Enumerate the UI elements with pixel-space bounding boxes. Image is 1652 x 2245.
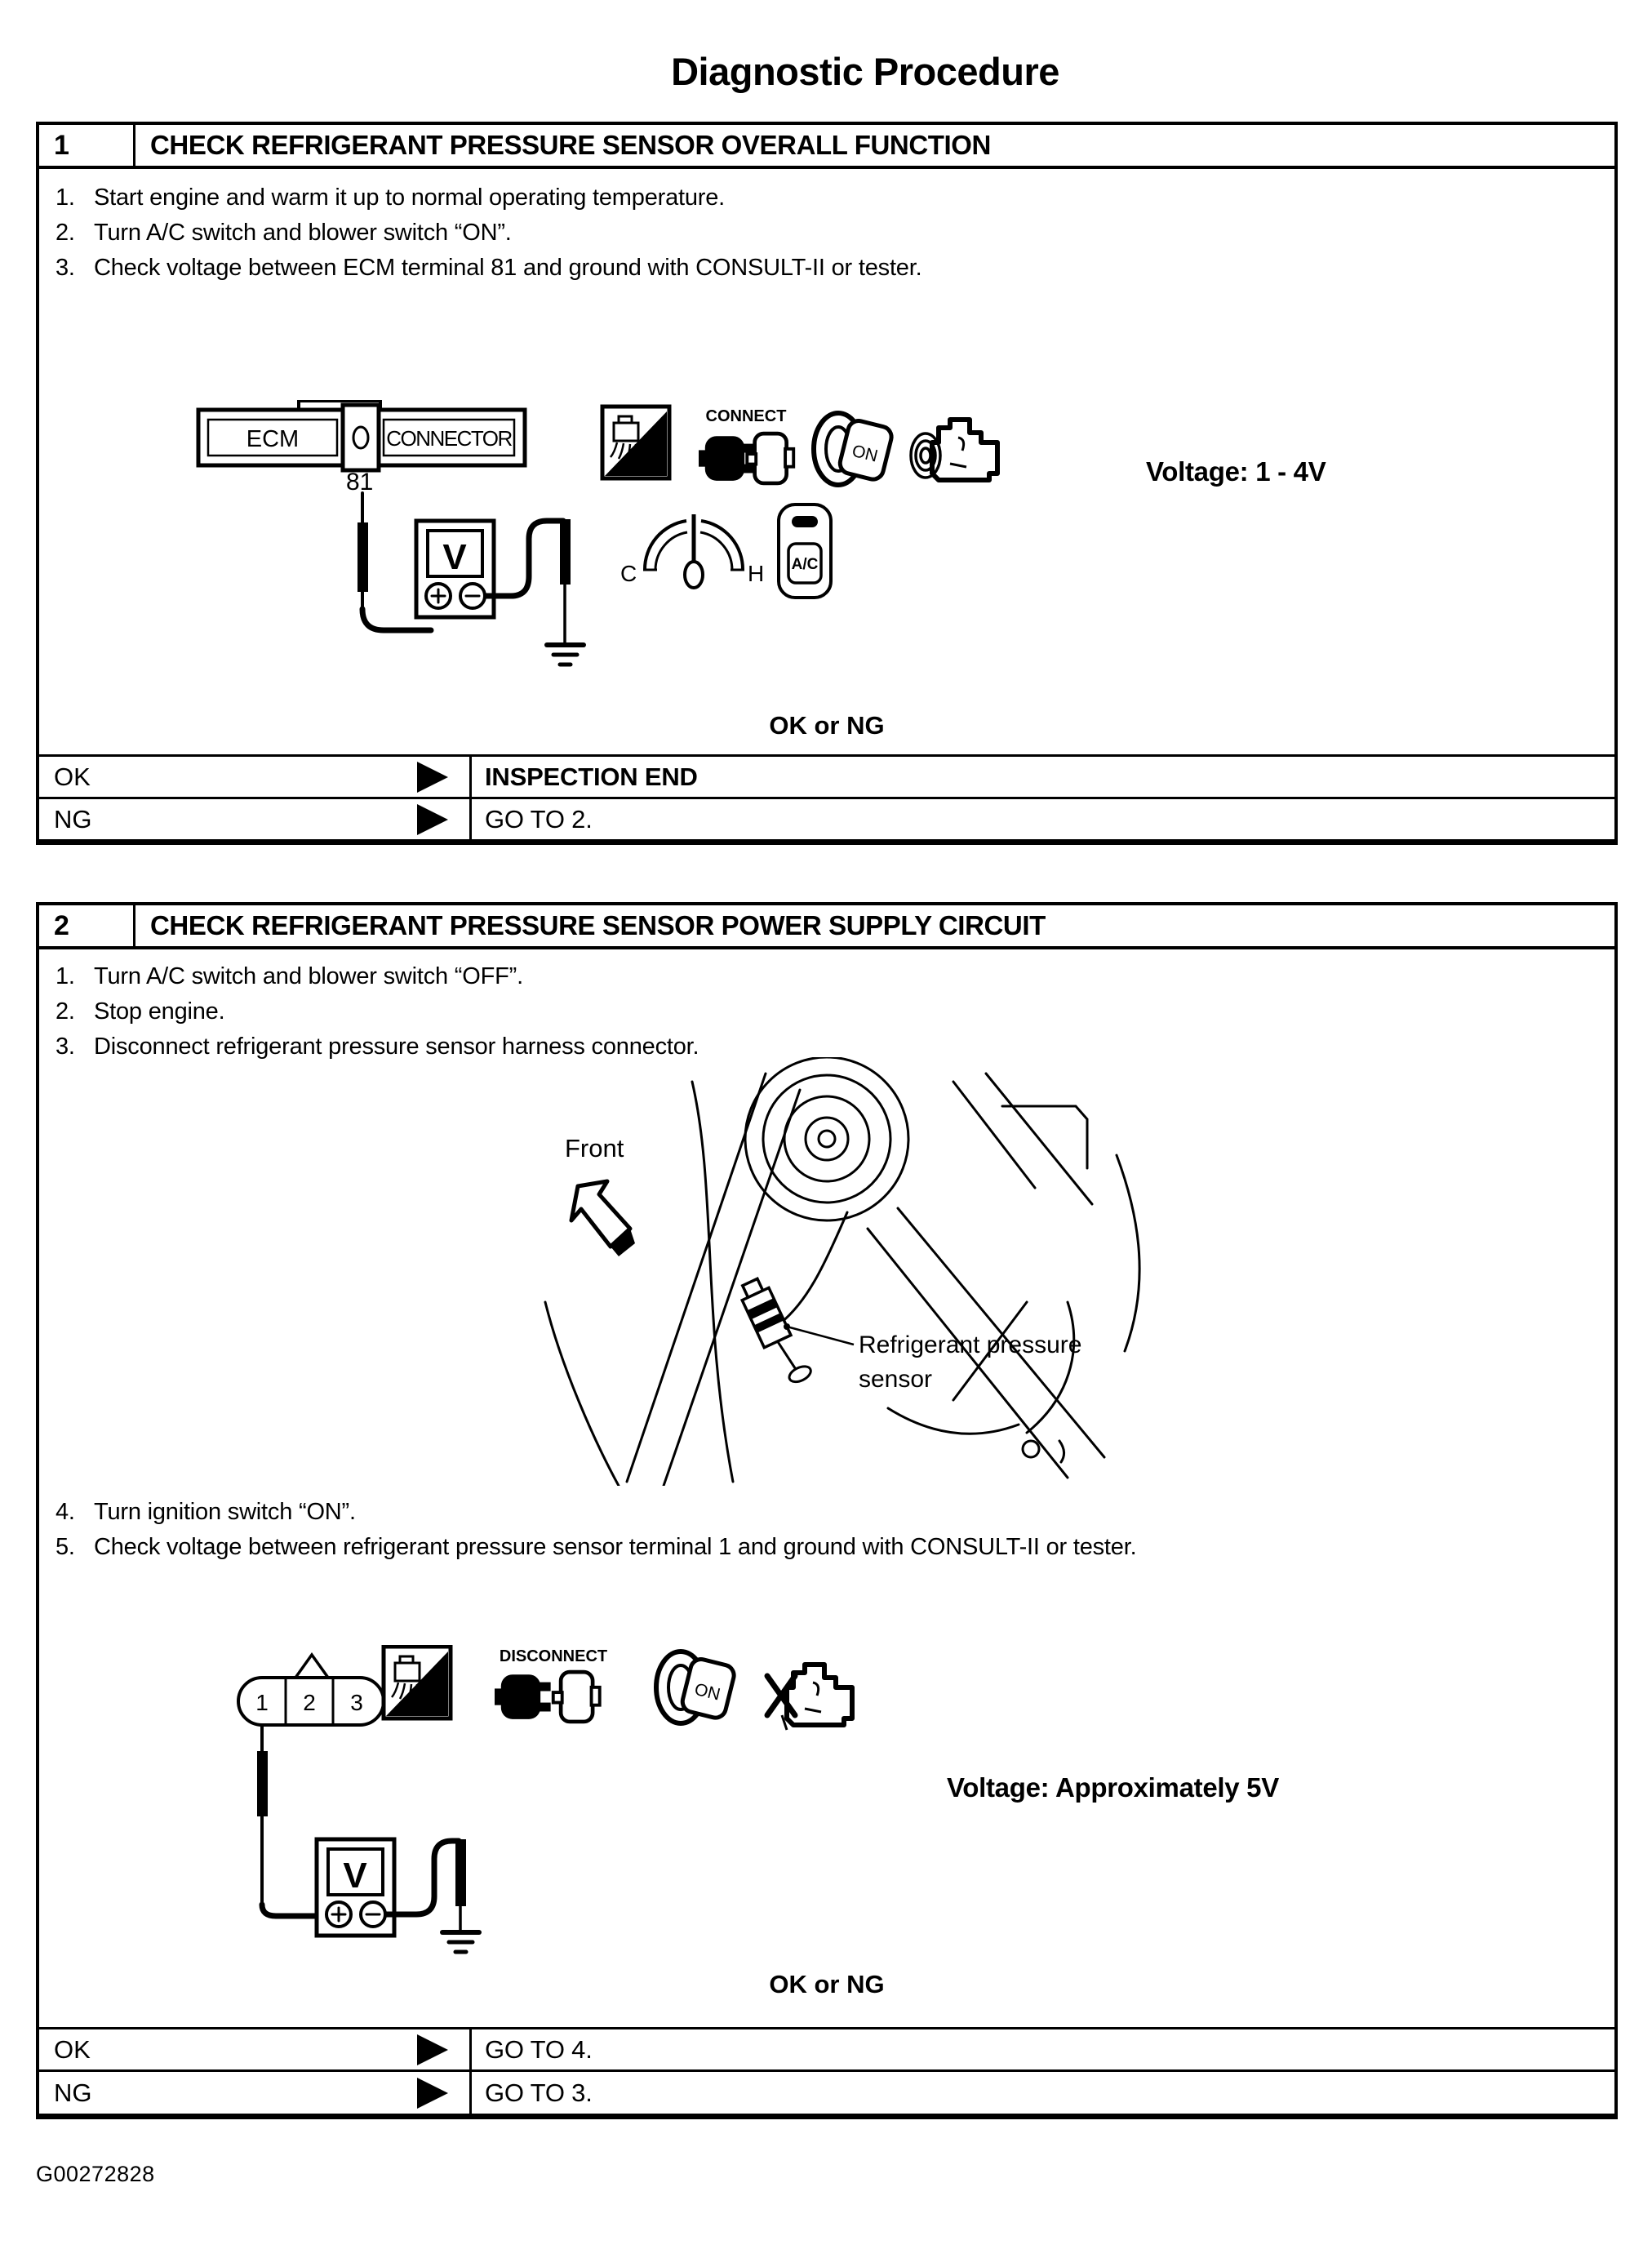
instruction-line: [56, 959, 699, 994]
result-condition-cell: [39, 757, 472, 797]
result-row-ng: [39, 797, 1614, 839]
ground-icon: [442, 1932, 479, 1952]
result-action: GO TO 3.: [485, 2078, 593, 2107]
result-action: INSPECTION END: [485, 762, 698, 791]
instruction-number: 4.: [56, 1499, 75, 1525]
ground-icon: [547, 645, 584, 665]
result-arrow-icon: [417, 804, 448, 835]
sensor-connector-drawing: [238, 1655, 384, 1725]
condition-label: NG: [54, 804, 92, 834]
result-row-ng: [39, 2069, 1614, 2114]
voltmeter-symbol: V: [442, 537, 467, 577]
instruction-text: Turn ignition switch “ON”.: [94, 1499, 356, 1525]
result-row-ok: [39, 754, 1614, 797]
instruction-text: Turn A/C switch and blower switch “OFF”.: [94, 963, 523, 989]
instruction-number: 2.: [56, 220, 75, 246]
ac-button-label: A/C: [791, 556, 819, 573]
voltage-spec: Voltage: Approximately 5V: [947, 1772, 1279, 1803]
instruction-number: 3.: [56, 255, 75, 281]
voltmeter-drawing: [257, 1725, 479, 1952]
connect-label: CONNECT: [705, 407, 787, 425]
spinning-pulley-icon: [911, 433, 940, 478]
instruction-line: [56, 1495, 1136, 1530]
sensor-label-line2: sensor: [859, 1366, 933, 1393]
decision-label: OK or NG: [769, 1970, 885, 1998]
procedure-block-1: [36, 122, 1618, 845]
measurement-diagram-2: [235, 1645, 888, 1972]
instruction-line: [56, 251, 921, 286]
dial-cold-label: C: [620, 561, 637, 586]
engine-stopped-icon: [767, 1665, 852, 1730]
result-arrow-icon: [417, 2078, 448, 2109]
instruction-number: 2.: [56, 998, 75, 1025]
dial-hot-label: H: [748, 561, 765, 586]
disconnect-connector-icon: [495, 1647, 607, 1722]
connect-connector-icon: [699, 407, 793, 483]
ignition-on-label: ON: [692, 1679, 722, 1705]
voltmeter-drawing: [357, 493, 584, 665]
figure-code: G00272828: [36, 2162, 155, 2186]
procedure-2-header: [39, 905, 1614, 949]
engine-running-icon: [911, 420, 997, 480]
result-arrow-icon: [417, 762, 448, 793]
ignition-key-on-icon: [656, 1652, 736, 1723]
ignition-on-label: ON: [850, 441, 880, 466]
ts-tool-badge-icon: [384, 1647, 451, 1718]
ignition-key-on-icon: [814, 413, 894, 485]
temp-dial-icon: [620, 514, 764, 588]
procedure-2-body: [39, 949, 1614, 2027]
procedure-1-body: [39, 169, 1614, 754]
ac-switch-icon: [779, 505, 831, 598]
engine-bay-lines: [545, 1057, 1139, 1486]
engine-bay-illustration: [496, 1057, 1174, 1486]
terminal-81-label: 81: [346, 469, 374, 496]
sensor-label-line1: Refrigerant pressure: [859, 1331, 1082, 1358]
procedure-block-2: [36, 902, 1618, 2119]
procedure-2-step-number: 2: [39, 905, 135, 946]
instruction-text: Check voltage between ECM terminal 81 and ground with CONSULT-II or tester.: [94, 255, 922, 281]
terminal-3-label: 3: [350, 1690, 363, 1715]
voltmeter-symbol: V: [343, 1856, 367, 1896]
procedure-1-step-number: 1: [39, 125, 135, 166]
result-arrow-icon: [417, 2034, 448, 2065]
page-title: Diagnostic Procedure: [671, 50, 1059, 93]
procedure-1-header: [39, 125, 1614, 169]
instruction-text: Disconnect refrigerant pressure sensor harness connector.: [94, 1034, 699, 1060]
instruction-list: [56, 180, 921, 286]
hs-tool-badge-icon: [602, 407, 669, 478]
condition-label: NG: [54, 2078, 92, 2107]
instruction-line: [56, 1530, 1136, 1565]
condition-label: OK: [54, 762, 91, 791]
condition-label: OK: [54, 2034, 91, 2064]
result-action: GO TO 2.: [485, 804, 593, 834]
result-condition-cell: [39, 799, 472, 839]
instruction-number: 1.: [56, 963, 75, 989]
result-condition-cell: [39, 2029, 472, 2069]
instruction-list: [56, 1495, 1136, 1565]
disconnect-label: DISCONNECT: [499, 1647, 608, 1665]
front-label: Front: [565, 1134, 624, 1163]
instruction-text: Stop engine.: [94, 998, 225, 1025]
procedure-2-heading: CHECK REFRIGERANT PRESSURE SENSOR POWER SUPPLY CIRCUIT: [150, 910, 1046, 940]
front-arrow-icon: [571, 1181, 635, 1256]
instruction-line: [56, 180, 921, 216]
ecm-connector-drawing: [198, 401, 525, 470]
result-condition-cell: [39, 2072, 472, 2114]
instruction-text: Check voltage between refrigerant pressure sensor terminal 1 and ground with CONSULT-II or tester.: [94, 1534, 1137, 1560]
result-row-ok: [39, 2027, 1614, 2069]
ecm-label: ECM: [246, 426, 300, 452]
instruction-list: [56, 959, 699, 1065]
instruction-line: [56, 216, 921, 251]
decision-label: OK or NG: [769, 711, 885, 740]
instruction-text: Start engine and warm it up to normal operating temperature.: [94, 184, 726, 211]
terminal-1-label: 1: [255, 1690, 269, 1715]
terminal-2-label: 2: [303, 1690, 316, 1715]
result-action: GO TO 4.: [485, 2034, 593, 2064]
measurement-diagram-1: [162, 400, 1059, 690]
connector-label: CONNECTOR: [386, 426, 512, 451]
instruction-text: Turn A/C switch and blower switch “ON”.: [94, 220, 512, 246]
voltage-spec: Voltage: 1 - 4V: [1146, 456, 1326, 487]
instruction-number: 5.: [56, 1534, 75, 1560]
ts-badge-label: T.S.: [411, 1695, 444, 1716]
sensor-callout: [784, 1323, 1081, 1393]
hs-badge-label: H.S.: [626, 455, 663, 476]
procedure-1-heading: CHECK REFRIGERANT PRESSURE SENSOR OVERALL FUNCTION: [150, 130, 991, 160]
instruction-line: [56, 994, 699, 1029]
refrigerant-pressure-sensor-drawing: [737, 1274, 814, 1389]
instruction-number: 3.: [56, 1034, 75, 1060]
instruction-number: 1.: [56, 184, 75, 211]
